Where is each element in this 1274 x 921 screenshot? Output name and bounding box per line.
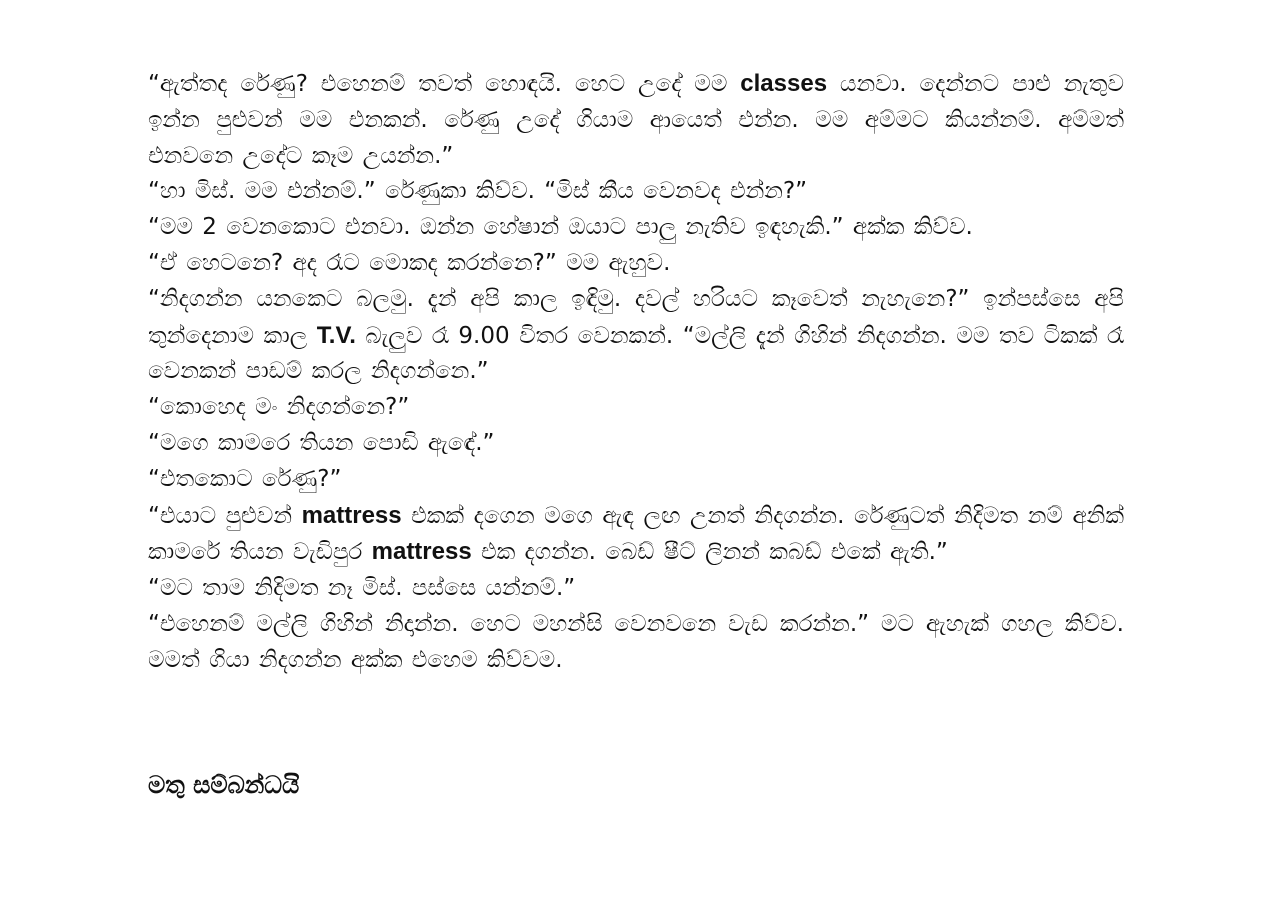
paragraph-8-text: “එතකොට රේණු?” xyxy=(148,465,342,492)
paragraph-9-text-a: “එයාට පුළුවන් xyxy=(148,502,302,529)
to-be-continued-heading: මතු සම්බන්ධයි xyxy=(148,771,300,799)
paragraph-11 xyxy=(148,607,1124,679)
paragraph-9-latin-mattress-2: mattress xyxy=(371,538,472,566)
paragraph-6-text: “කොහෙද මං නිදගන්නෙ?” xyxy=(148,394,410,421)
paragraph-10 xyxy=(148,571,1124,607)
paragraph-11-text: “එහෙනම් මල්ලි ගිහින් නිදාන්න. හෙට මහන්සි වෙනවනෙ වැඩ කරන්න.” මට ඇහැක් ගහල කිව්ව. මමත් ගියා නිදගන්න අක්ක එහෙම කිව්වම. xyxy=(148,610,1124,673)
paragraph-2-text: “හා මිස්. මම එන්නම්.” රේණුකා කිව්ව. “මිස් කීය වෙනවද එන්න?” xyxy=(148,178,808,205)
paragraph-8 xyxy=(148,462,1124,498)
paragraph-5 xyxy=(148,282,1124,390)
paragraph-1-text-b: යනවා. දෙන්නට පාළු නැතුව ඉන්න පුළුවන් මම එනකන්. රේණු උදේ ගියාම ආයෙත් එන්න. මම අම්මට කියන්නම්. අම්මත් එනවනෙ උදේට කෑම උයන්න.” xyxy=(148,71,1125,169)
paragraph-5-text-a: “නිදගන්න යනකෙට බලමු. දැන් අපි කාල ඉඳිමු. දවල් හරියට කෑවෙත් නැහැනෙ?” ඉන්පස්සෙ අපි තුන්දෙනාම කාල xyxy=(148,285,1124,349)
paragraph-3-text: “මම 2 වෙනකොට එනවා. ඔන්න හේෂාන් ඔයාට පාලු නැතිව ඉඳහැකි.” අක්ක කිව්ව. xyxy=(148,214,973,241)
paragraph-9-latin-mattress-1: mattress xyxy=(301,501,402,529)
document-body xyxy=(148,66,1124,679)
paragraph-7 xyxy=(148,426,1124,462)
paragraph-5-latin-tv: T.V. xyxy=(316,321,356,349)
paragraph-9-text-c: එක දගන්න. බෙඩ් ෂීට් ලිනන් කබඩ් එකේ ඇති.” xyxy=(471,539,948,566)
paragraph-1-text-a: “ඇත්තද රේණු? එහෙනම් තවත් හොඳයි. හෙට උදේ මම xyxy=(148,71,741,97)
paragraph-4 xyxy=(148,246,1124,282)
paragraph-5-text-b: බැලුව රෑ 9.00 විතර වෙනකන්. “මල්ලි දැන් ගිහින් නිදගන්න. මම තව ටිකක් රෑ වෙනකන් පාඩම් කරල නිදගන්නෙ.” xyxy=(148,322,1124,385)
paragraph-6 xyxy=(148,390,1124,426)
paragraph-9 xyxy=(148,498,1124,572)
paragraph-9-text-b: එකක් දගෙන මගෙ ඇඳ ලඟ උනත් නිදගන්න. රේණුටත් නිදිමත නම් අනික් කාමරේ තියන වැඩිපුර xyxy=(148,502,1124,566)
paragraph-10-text: “මට තාම නිදිමත නෑ මිස්. පස්සෙ යන්නම්.” xyxy=(148,575,576,602)
paragraph-2 xyxy=(148,174,1124,210)
paragraph-1 xyxy=(148,66,1124,174)
paragraph-7-text: “මගෙ කාමරෙ තියන පොඩි ඇඳේ.” xyxy=(148,429,495,456)
paragraph-4-text: “ඒ හෙටනෙ? අද රෑට මොකද කරන්නෙ?” මම ඇහුව. xyxy=(148,249,671,276)
paragraph-1-latin-classes: classes xyxy=(740,70,828,97)
paragraph-3 xyxy=(148,210,1124,246)
